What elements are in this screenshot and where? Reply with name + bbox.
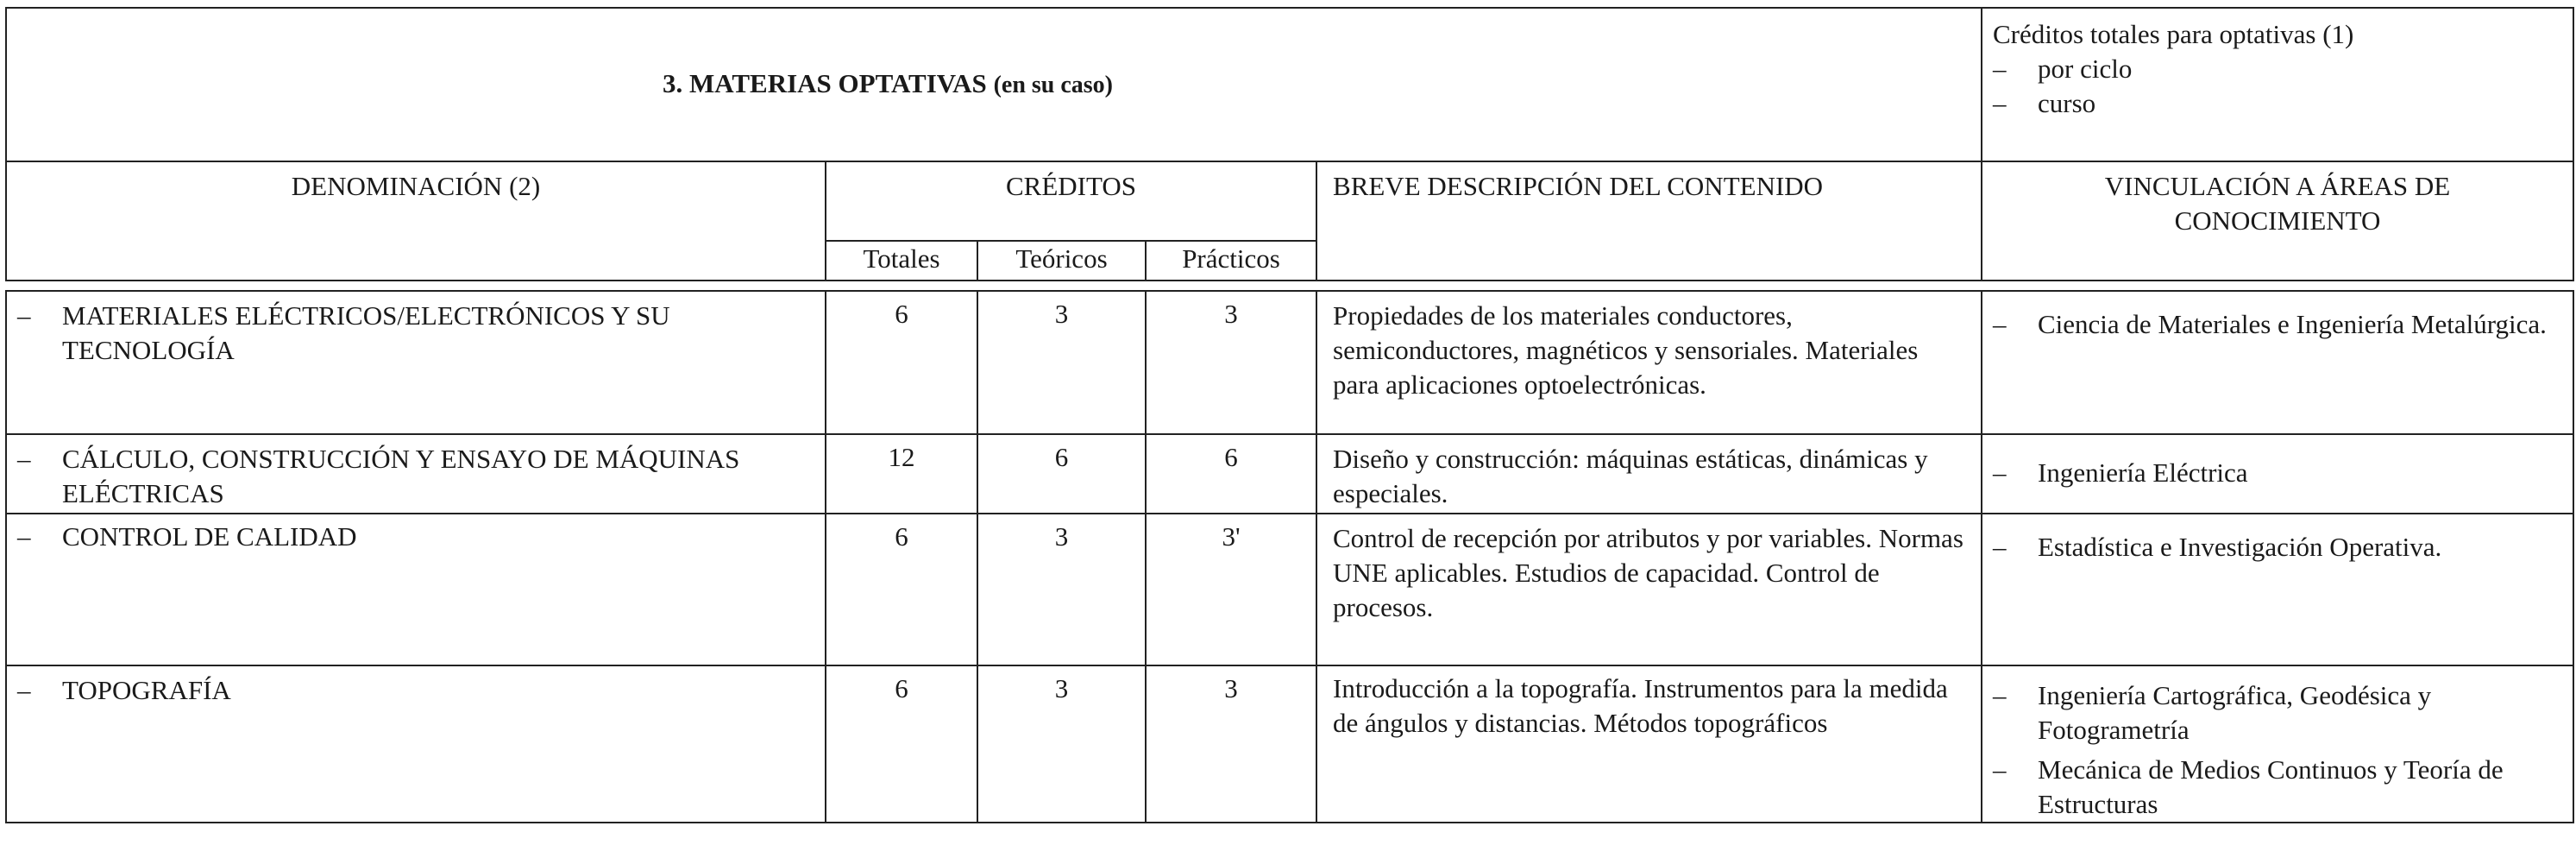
col-totales: Totales bbox=[826, 241, 977, 281]
cell-totales: 6 bbox=[826, 291, 977, 434]
credits-summary-item: – por ciclo bbox=[1993, 54, 2133, 84]
col-creditos: CRÉDITOS bbox=[826, 161, 1316, 241]
table-row bbox=[6, 434, 2573, 514]
col-denominacion: DENOMINACIÓN (2) bbox=[6, 161, 826, 281]
cell-descripcion: Diseño y construcción: máquinas estáticas, dinámicas y especiales. bbox=[1316, 434, 1982, 514]
cell-teoricos: 3 bbox=[977, 291, 1146, 434]
subject-name: – TOPOGRAFÍA bbox=[6, 665, 826, 823]
cell-teoricos: 3 bbox=[977, 665, 1146, 823]
area-item: – Mecánica de Medios Continuos y Teoría de Estructuras bbox=[1993, 754, 2504, 819]
section-title-cell bbox=[6, 8, 1982, 161]
subject-name: – MATERIALES ELÉCTRICOS/ELECTRÓNICOS Y SU TECNOLOGÍA bbox=[6, 291, 826, 434]
cell-descripcion: Control de recepción por atributos y por variables. Normas UNE aplicables. Estudios de capacidad. Control de procesos. bbox=[1316, 514, 1982, 665]
credits-summary-cell bbox=[1982, 8, 2573, 161]
cell-areas bbox=[1982, 665, 2573, 823]
table-row bbox=[6, 665, 2573, 823]
area-item: – Estadística e Investigación Operativa. bbox=[1993, 532, 2442, 562]
cell-areas bbox=[1982, 434, 2573, 514]
section-title-suffix: (en su caso) bbox=[993, 72, 1114, 98]
cell-practicos: 3 bbox=[1146, 291, 1316, 434]
column-header-table bbox=[5, 161, 2574, 281]
table-row bbox=[6, 514, 2573, 665]
credits-summary-item: – curso bbox=[1993, 88, 2096, 118]
cell-teoricos: 3 bbox=[977, 514, 1146, 665]
table-row bbox=[6, 291, 2573, 434]
cell-teoricos: 6 bbox=[977, 434, 1146, 514]
section-title bbox=[7, 66, 1981, 103]
area-item: – Ciencia de Materiales e Ingeniería Metalúrgica. bbox=[1993, 309, 2547, 339]
cell-areas bbox=[1982, 514, 2573, 665]
cell-totales: 12 bbox=[826, 434, 977, 514]
col-vinculacion: VINCULACIÓN A ÁREAS DE CONOCIMIENTO bbox=[1982, 161, 2573, 281]
area-item: – Ingeniería Eléctrica bbox=[1993, 457, 2248, 488]
cell-areas bbox=[1982, 291, 2573, 434]
cell-totales: 6 bbox=[826, 514, 977, 665]
section-title-main: 3. MATERIAS OPTATIVAS bbox=[663, 68, 987, 98]
area-item: – Ingeniería Cartográfica, Geodésica y Fotogrametría bbox=[1993, 680, 2432, 745]
cell-descripcion: Introducción a la topografía. Instrumentos para la medida de ángulos y distancias. Métodos topográficos bbox=[1316, 665, 1982, 823]
cell-practicos: 6 bbox=[1146, 434, 1316, 514]
cell-practicos: 3' bbox=[1146, 514, 1316, 665]
col-teoricos: Teóricos bbox=[977, 241, 1146, 281]
header-table bbox=[5, 7, 2574, 162]
cell-descripcion: Propiedades de los materiales conductores, semiconductores, magnéticos y sensoriales. Materiales para aplicaciones optoelectrónicas. bbox=[1316, 291, 1982, 434]
col-descripcion: BREVE DESCRIPCIÓN DEL CONTENIDO bbox=[1316, 161, 1982, 281]
subject-name: – CÁLCULO, CONSTRUCCIÓN Y ENSAYO DE MÁQUINAS ELÉCTRICAS bbox=[6, 434, 826, 514]
credits-summary-title: Créditos totales para optativas (1) bbox=[1993, 19, 2354, 49]
subject-name: – CONTROL DE CALIDAD bbox=[6, 514, 826, 665]
cell-totales: 6 bbox=[826, 665, 977, 823]
subjects-table bbox=[5, 290, 2574, 823]
cell-practicos: 3 bbox=[1146, 665, 1316, 823]
col-practicos: Prácticos bbox=[1146, 241, 1316, 281]
